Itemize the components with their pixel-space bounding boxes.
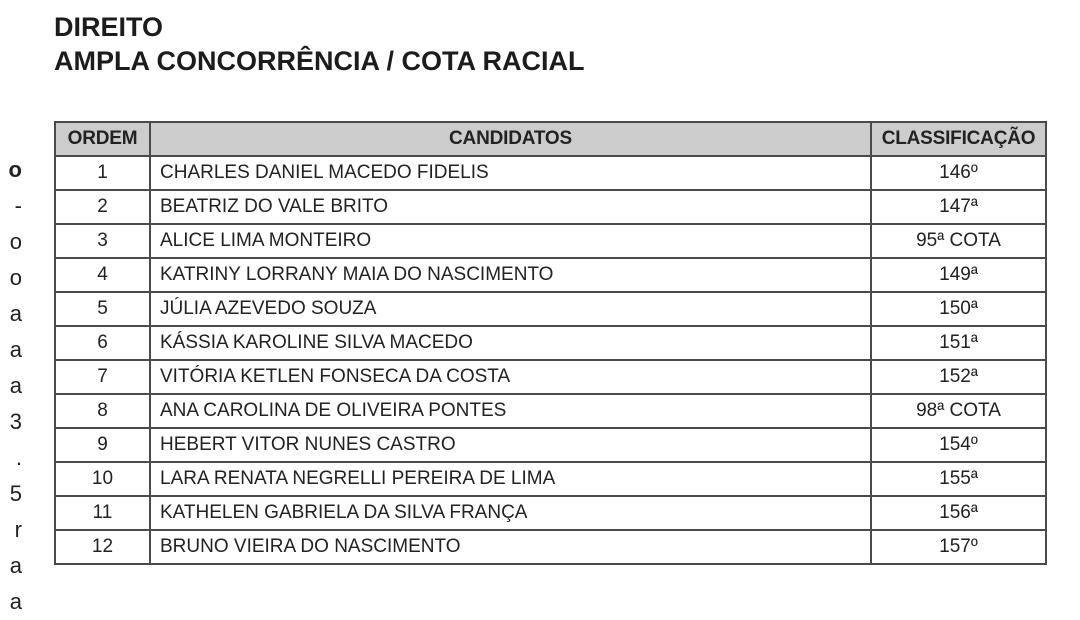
cell-candidato: KATRINY LORRANY MAIA DO NASCIMENTO bbox=[150, 258, 871, 292]
cropped-adjacent-column bbox=[0, 152, 22, 620]
table-row bbox=[55, 326, 1046, 360]
cell-classificacao: 149ª bbox=[871, 258, 1046, 292]
cell-classificacao: 152ª bbox=[871, 360, 1046, 394]
table-row bbox=[55, 292, 1046, 326]
cell-classificacao: 156ª bbox=[871, 496, 1046, 530]
margin-fragment: o bbox=[8, 157, 22, 182]
cell-candidato: ALICE LIMA MONTEIRO bbox=[150, 224, 871, 258]
cell-candidato: BEATRIZ DO VALE BRITO bbox=[150, 190, 871, 224]
cell-candidato: KÁSSIA KAROLINE SILVA MACEDO bbox=[150, 326, 871, 360]
header-classificacao: CLASSIFICAÇÃO bbox=[871, 122, 1046, 156]
cell-candidato: CHARLES DANIEL MACEDO FIDELIS bbox=[150, 156, 871, 190]
cell-classificacao: 154º bbox=[871, 428, 1046, 462]
candidates-table bbox=[54, 121, 1047, 565]
page-heading bbox=[54, 10, 584, 78]
margin-fragment: o bbox=[9, 265, 22, 290]
cell-candidato: HEBERT VITOR NUNES CASTRO bbox=[150, 428, 871, 462]
cell-ordem: 5 bbox=[55, 292, 150, 326]
margin-fragment: . bbox=[15, 445, 22, 470]
cell-candidato: JÚLIA AZEVEDO SOUZA bbox=[150, 292, 871, 326]
header-ordem: ORDEM bbox=[55, 122, 150, 156]
cell-ordem: 6 bbox=[55, 326, 150, 360]
cell-ordem: 3 bbox=[55, 224, 150, 258]
margin-fragment: a bbox=[9, 373, 22, 398]
cell-ordem: 4 bbox=[55, 258, 150, 292]
table-row bbox=[55, 462, 1046, 496]
table-row bbox=[55, 530, 1046, 564]
margin-fragment: a bbox=[9, 589, 22, 614]
cell-ordem: 2 bbox=[55, 190, 150, 224]
margin-fragment: a bbox=[9, 337, 22, 362]
cell-ordem: 10 bbox=[55, 462, 150, 496]
table-row bbox=[55, 224, 1046, 258]
table-row bbox=[55, 190, 1046, 224]
margin-fragment: a bbox=[9, 553, 22, 578]
table-row bbox=[55, 394, 1046, 428]
margin-fragment: 3 bbox=[9, 409, 22, 434]
cell-ordem: 8 bbox=[55, 394, 150, 428]
table-row bbox=[55, 258, 1046, 292]
cell-candidato: LARA RENATA NEGRELLI PEREIRA DE LIMA bbox=[150, 462, 871, 496]
cell-classificacao: 98ª COTA bbox=[871, 394, 1046, 428]
header-candidatos: CANDIDATOS bbox=[150, 122, 871, 156]
table-row bbox=[55, 428, 1046, 462]
table-row bbox=[55, 156, 1046, 190]
cell-classificacao: 155ª bbox=[871, 462, 1046, 496]
cell-candidato: VITÓRIA KETLEN FONSECA DA COSTA bbox=[150, 360, 871, 394]
margin-fragment: 5 bbox=[9, 481, 22, 506]
table-header-row bbox=[55, 122, 1046, 156]
course-title: DIREITO bbox=[54, 12, 164, 42]
cell-ordem: 11 bbox=[55, 496, 150, 530]
margin-fragment: a bbox=[9, 301, 22, 326]
cell-classificacao: 150ª bbox=[871, 292, 1046, 326]
cell-classificacao: 157º bbox=[871, 530, 1046, 564]
cell-classificacao: 151ª bbox=[871, 326, 1046, 360]
table-row bbox=[55, 496, 1046, 530]
cell-ordem: 12 bbox=[55, 530, 150, 564]
cell-classificacao: 146º bbox=[871, 156, 1046, 190]
cell-candidato: ANA CAROLINA DE OLIVEIRA PONTES bbox=[150, 394, 871, 428]
cell-ordem: 1 bbox=[55, 156, 150, 190]
cell-ordem: 7 bbox=[55, 360, 150, 394]
cell-ordem: 9 bbox=[55, 428, 150, 462]
margin-fragment: o bbox=[9, 229, 22, 254]
list-subtitle: AMPLA CONCORRÊNCIA / COTA RACIAL bbox=[54, 46, 585, 76]
cell-candidato: BRUNO VIEIRA DO NASCIMENTO bbox=[150, 530, 871, 564]
cell-classificacao: 95ª COTA bbox=[871, 224, 1046, 258]
cell-classificacao: 147ª bbox=[871, 190, 1046, 224]
table-row bbox=[55, 360, 1046, 394]
margin-fragment: r bbox=[14, 517, 22, 542]
cell-candidato: KATHELEN GABRIELA DA SILVA FRANÇA bbox=[150, 496, 871, 530]
margin-fragment: - bbox=[14, 193, 22, 218]
